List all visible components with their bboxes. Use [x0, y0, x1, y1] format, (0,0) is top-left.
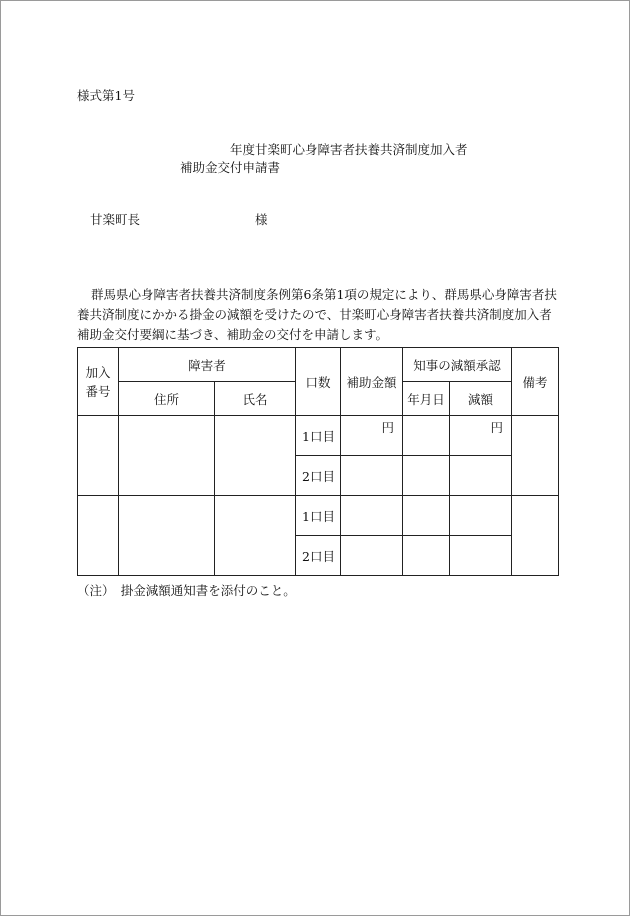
document-title-line1: 年度甘楽町心身障害者扶養共済制度加入者 [230, 142, 468, 157]
remarks-cell[interactable] [512, 416, 559, 496]
subsidy-amount-cell[interactable] [341, 496, 403, 536]
name-cell[interactable] [215, 416, 296, 496]
application-table [77, 347, 559, 576]
header-units: 口数 [296, 348, 341, 416]
form-number: 様式第1号 [77, 88, 135, 103]
header-governor-approval: 知事の減額承認 [403, 348, 512, 382]
body-text: 群馬県心身障害者扶養共済制度条例第6条第1項の規定により、群馬県心身障害者扶養共済制度にかかる掛金の減額を受けたので、甘楽町心身障害者扶養共済制度加入者補助金交付要綱に基づき、補助金の交付を申請します。 [77, 287, 557, 342]
date-cell[interactable] [403, 456, 450, 496]
date-cell[interactable] [403, 536, 450, 576]
reduction-cell[interactable]: 円 [450, 416, 512, 456]
reduction-cell[interactable] [450, 456, 512, 496]
units-label: 2口目 [296, 536, 341, 576]
units-label: 1口目 [296, 416, 341, 456]
header-disabled-person: 障害者 [119, 348, 296, 382]
recipient: 甘楽町長 [90, 212, 141, 227]
member-no-cell[interactable] [78, 416, 119, 496]
header-date: 年月日 [403, 382, 450, 416]
header-remarks: 備考 [512, 348, 559, 416]
header-name: 氏名 [215, 382, 296, 416]
footnote: （注） 掛金減額通知書を添付のこと。 [77, 583, 296, 598]
date-cell[interactable] [403, 416, 450, 456]
address-cell[interactable] [119, 496, 215, 576]
header-subsidy-amount: 補助金額 [341, 348, 403, 416]
name-cell[interactable] [215, 496, 296, 576]
subsidy-amount-cell[interactable] [341, 536, 403, 576]
header-member-no: 加入 番号 [78, 348, 119, 416]
reduction-cell[interactable] [450, 536, 512, 576]
subsidy-amount-cell[interactable] [341, 456, 403, 496]
header-address: 住所 [119, 382, 215, 416]
units-label: 2口目 [296, 456, 341, 496]
document-title-line2: 補助金交付申請書 [180, 160, 281, 175]
remarks-cell[interactable] [512, 496, 559, 576]
member-no-cell[interactable] [78, 496, 119, 576]
units-label: 1口目 [296, 496, 341, 536]
date-cell[interactable] [403, 496, 450, 536]
subsidy-amount-cell[interactable]: 円 [341, 416, 403, 456]
address-cell[interactable] [119, 416, 215, 496]
reduction-cell[interactable] [450, 496, 512, 536]
honorific: 様 [255, 212, 268, 227]
header-reduction: 減額 [450, 382, 512, 416]
